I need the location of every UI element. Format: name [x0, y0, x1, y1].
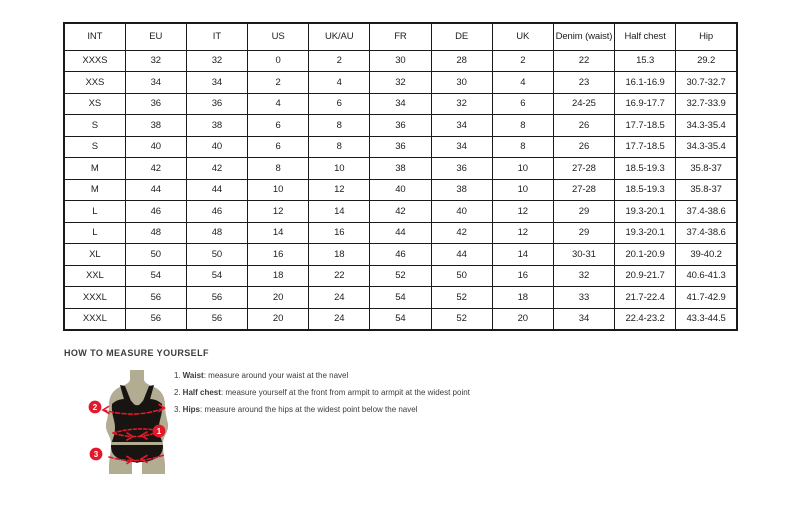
size-label-cell: XXXL — [64, 287, 125, 309]
column-header: Hip — [676, 23, 737, 50]
size-label-cell: L — [64, 201, 125, 223]
size-value-cell: 36 — [370, 115, 431, 137]
size-value-cell: 48 — [125, 222, 186, 244]
size-value-cell: 42 — [431, 222, 492, 244]
size-value-cell: 17.7-18.5 — [615, 115, 676, 137]
size-label-cell: XXS — [64, 72, 125, 94]
size-value-cell: 8 — [309, 115, 370, 137]
table-row — [64, 115, 737, 137]
size-value-cell: 42 — [125, 158, 186, 180]
size-value-cell: 44 — [370, 222, 431, 244]
size-value-cell: 34 — [186, 72, 247, 94]
size-value-cell: 4 — [248, 93, 309, 115]
table-row — [64, 93, 737, 115]
size-value-cell: 54 — [370, 287, 431, 309]
size-label-cell: XXXL — [64, 308, 125, 330]
size-value-cell: 42 — [186, 158, 247, 180]
measure-step-number: 2. — [174, 388, 181, 397]
size-value-cell: 14 — [309, 201, 370, 223]
measure-heading: HOW TO MEASURE YOURSELF — [64, 348, 209, 358]
size-value-cell: 56 — [186, 287, 247, 309]
size-value-cell: 19.3-20.1 — [615, 222, 676, 244]
size-value-cell: 46 — [370, 244, 431, 266]
measure-step-label: Waist — [182, 371, 204, 380]
size-table — [63, 22, 738, 331]
measure-step-label: Half chest — [182, 388, 221, 397]
measure-step-text: : measure around your waist at the navel — [203, 371, 349, 380]
table-row — [64, 179, 737, 201]
size-value-cell: 40 — [186, 136, 247, 158]
size-value-cell: 16 — [492, 265, 553, 287]
size-label-cell: S — [64, 136, 125, 158]
size-value-cell: 20 — [492, 308, 553, 330]
size-value-cell: 10 — [309, 158, 370, 180]
measure-step-number: 1. — [174, 371, 181, 380]
column-header: UK — [492, 23, 553, 50]
size-value-cell: 8 — [492, 136, 553, 158]
size-value-cell: 24 — [309, 287, 370, 309]
size-value-cell: 17.7-18.5 — [615, 136, 676, 158]
size-value-cell: 20.1-20.9 — [615, 244, 676, 266]
size-value-cell: 44 — [125, 179, 186, 201]
size-value-cell: 32.7-33.9 — [676, 93, 737, 115]
size-value-cell: 40.6-41.3 — [676, 265, 737, 287]
marker-half-chest-number: 2 — [92, 403, 98, 412]
size-value-cell: 12 — [309, 179, 370, 201]
measure-figure — [76, 364, 186, 479]
size-value-cell: 38 — [125, 115, 186, 137]
size-value-cell: 8 — [248, 158, 309, 180]
measure-step — [174, 384, 470, 401]
column-header: EU — [125, 23, 186, 50]
size-value-cell: 16 — [309, 222, 370, 244]
size-value-cell: 30-31 — [553, 244, 614, 266]
size-value-cell: 32 — [431, 93, 492, 115]
size-table-header — [64, 23, 737, 50]
size-value-cell: 18 — [309, 244, 370, 266]
size-value-cell: 26 — [553, 115, 614, 137]
size-value-cell: 6 — [248, 115, 309, 137]
size-label-cell: M — [64, 179, 125, 201]
size-value-cell: 37.4-38.6 — [676, 201, 737, 223]
size-label-cell: XL — [64, 244, 125, 266]
size-value-cell: 10 — [248, 179, 309, 201]
size-value-cell: 8 — [309, 136, 370, 158]
size-value-cell: 30 — [370, 50, 431, 72]
size-value-cell: 46 — [125, 201, 186, 223]
size-value-cell: 19.3-20.1 — [615, 201, 676, 223]
size-value-cell: 42 — [370, 201, 431, 223]
table-row — [64, 201, 737, 223]
size-value-cell: 34.3-35.4 — [676, 136, 737, 158]
size-value-cell: 6 — [248, 136, 309, 158]
size-value-cell: 2 — [309, 50, 370, 72]
measure-step — [174, 367, 470, 384]
size-value-cell: 43.3-44.5 — [676, 308, 737, 330]
measure-step — [174, 401, 470, 418]
size-value-cell: 52 — [370, 265, 431, 287]
size-label-cell: XXXS — [64, 50, 125, 72]
size-value-cell: 37.4-38.6 — [676, 222, 737, 244]
size-value-cell: 15.3 — [615, 50, 676, 72]
size-value-cell: 16.9-17.7 — [615, 93, 676, 115]
size-value-cell: 8 — [492, 115, 553, 137]
size-value-cell: 35.8-37 — [676, 179, 737, 201]
size-value-cell: 14 — [492, 244, 553, 266]
size-value-cell: 38 — [431, 179, 492, 201]
table-row — [64, 72, 737, 94]
size-value-cell: 34 — [370, 93, 431, 115]
marker-waist — [153, 425, 166, 438]
size-value-cell: 30 — [431, 72, 492, 94]
size-value-cell: 20.9-21.7 — [615, 265, 676, 287]
size-value-cell: 18.5-19.3 — [615, 179, 676, 201]
size-value-cell: 29 — [553, 222, 614, 244]
column-header: UK/AU — [309, 23, 370, 50]
size-value-cell: 18 — [492, 287, 553, 309]
size-value-cell: 12 — [492, 222, 553, 244]
size-value-cell: 46 — [186, 201, 247, 223]
marker-waist-number: 1 — [156, 427, 162, 436]
table-row — [64, 244, 737, 266]
size-value-cell: 10 — [492, 158, 553, 180]
measure-step-text: : measure around the hips at the widest point below the navel — [200, 405, 418, 414]
column-header: INT — [64, 23, 125, 50]
table-row — [64, 222, 737, 244]
size-value-cell: 40 — [125, 136, 186, 158]
marker-half-chest — [89, 401, 102, 414]
size-value-cell: 24-25 — [553, 93, 614, 115]
size-value-cell: 20 — [248, 308, 309, 330]
size-value-cell: 34 — [125, 72, 186, 94]
size-value-cell: 18 — [248, 265, 309, 287]
size-value-cell: 44 — [431, 244, 492, 266]
size-label-cell: XXL — [64, 265, 125, 287]
size-value-cell: 54 — [370, 308, 431, 330]
size-value-cell: 20 — [248, 287, 309, 309]
size-value-cell: 10 — [492, 179, 553, 201]
size-value-cell: 40 — [370, 179, 431, 201]
size-value-cell: 4 — [309, 72, 370, 94]
size-value-cell: 38 — [186, 115, 247, 137]
size-value-cell: 27-28 — [553, 179, 614, 201]
size-value-cell: 2 — [492, 50, 553, 72]
size-value-cell: 52 — [431, 308, 492, 330]
size-value-cell: 22.4-23.2 — [615, 308, 676, 330]
size-value-cell: 27-28 — [553, 158, 614, 180]
size-value-cell: 48 — [186, 222, 247, 244]
size-value-cell: 24 — [309, 308, 370, 330]
size-value-cell: 0 — [248, 50, 309, 72]
size-value-cell: 29.2 — [676, 50, 737, 72]
size-value-cell: 32 — [553, 265, 614, 287]
size-value-cell: 29 — [553, 201, 614, 223]
size-value-cell: 21.7-22.4 — [615, 287, 676, 309]
size-value-cell: 2 — [248, 72, 309, 94]
column-header: US — [248, 23, 309, 50]
table-row — [64, 158, 737, 180]
marker-hips-number: 3 — [93, 450, 99, 459]
size-value-cell: 6 — [309, 93, 370, 115]
size-value-cell: 56 — [125, 308, 186, 330]
size-value-cell: 28 — [431, 50, 492, 72]
size-value-cell: 40 — [431, 201, 492, 223]
column-header: Half chest — [615, 23, 676, 50]
size-value-cell: 4 — [492, 72, 553, 94]
table-row — [64, 136, 737, 158]
size-value-cell: 36 — [370, 136, 431, 158]
size-value-cell: 16 — [248, 244, 309, 266]
mannequin-illustration — [76, 364, 186, 479]
measure-step-text: : measure yourself at the front from armpit to armpit at the widest point — [220, 388, 470, 397]
size-label-cell: M — [64, 158, 125, 180]
size-value-cell: 50 — [186, 244, 247, 266]
size-value-cell: 12 — [492, 201, 553, 223]
size-value-cell: 36 — [186, 93, 247, 115]
size-value-cell: 16.1-16.9 — [615, 72, 676, 94]
size-value-cell: 22 — [309, 265, 370, 287]
size-table-body — [64, 50, 737, 330]
size-value-cell: 14 — [248, 222, 309, 244]
measure-step-label: Hips — [182, 405, 201, 414]
size-value-cell: 18.5-19.3 — [615, 158, 676, 180]
size-value-cell: 34 — [431, 115, 492, 137]
size-table-header-row — [64, 23, 737, 50]
size-value-cell: 33 — [553, 287, 614, 309]
size-value-cell: 39-40.2 — [676, 244, 737, 266]
size-value-cell: 54 — [125, 265, 186, 287]
size-value-cell: 54 — [186, 265, 247, 287]
table-row — [64, 287, 737, 309]
column-header: Denim (waist) — [553, 23, 614, 50]
size-value-cell: 38 — [370, 158, 431, 180]
column-header: FR — [370, 23, 431, 50]
size-value-cell: 32 — [186, 50, 247, 72]
size-value-cell: 52 — [431, 287, 492, 309]
table-row — [64, 308, 737, 330]
size-value-cell: 44 — [186, 179, 247, 201]
size-value-cell: 22 — [553, 50, 614, 72]
size-value-cell: 35.8-37 — [676, 158, 737, 180]
size-value-cell: 50 — [431, 265, 492, 287]
size-value-cell: 26 — [553, 136, 614, 158]
size-value-cell: 36 — [431, 158, 492, 180]
size-value-cell: 34 — [431, 136, 492, 158]
measure-instructions — [174, 367, 470, 418]
size-value-cell: 23 — [553, 72, 614, 94]
table-row — [64, 265, 737, 287]
size-value-cell: 34 — [553, 308, 614, 330]
size-value-cell: 41.7-42.9 — [676, 287, 737, 309]
column-header: DE — [431, 23, 492, 50]
size-value-cell: 56 — [125, 287, 186, 309]
size-value-cell: 32 — [370, 72, 431, 94]
size-value-cell: 50 — [125, 244, 186, 266]
table-row — [64, 50, 737, 72]
size-value-cell: 32 — [125, 50, 186, 72]
size-value-cell: 34.3-35.4 — [676, 115, 737, 137]
size-value-cell: 30.7-32.7 — [676, 72, 737, 94]
size-label-cell: L — [64, 222, 125, 244]
size-value-cell: 56 — [186, 308, 247, 330]
size-value-cell: 12 — [248, 201, 309, 223]
size-label-cell: S — [64, 115, 125, 137]
size-value-cell: 36 — [125, 93, 186, 115]
size-label-cell: XS — [64, 93, 125, 115]
measure-step-number: 3. — [174, 405, 181, 414]
marker-hips — [90, 448, 103, 461]
column-header: IT — [186, 23, 247, 50]
size-value-cell: 6 — [492, 93, 553, 115]
